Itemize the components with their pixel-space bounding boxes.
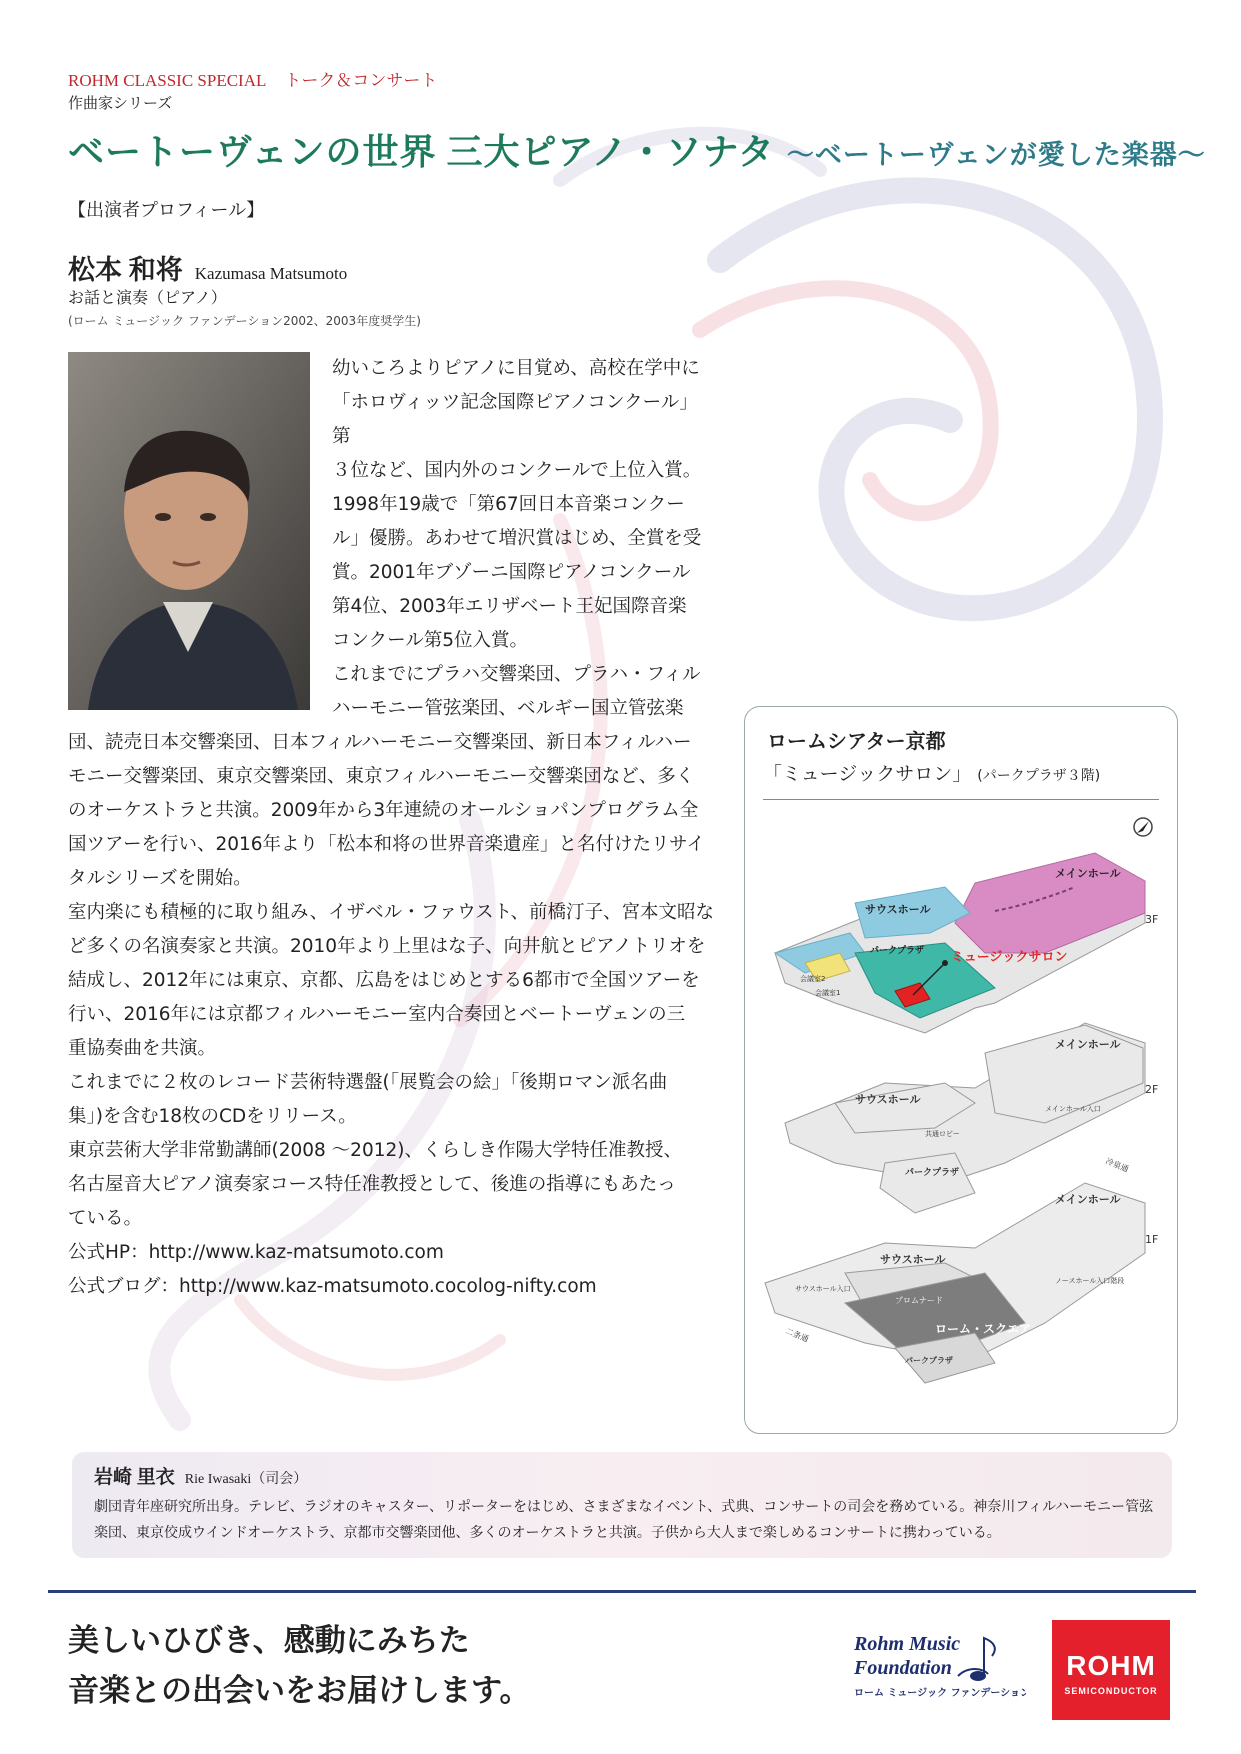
- bio-line: 結成し、2012年には東京、京都、広島をはじめとする6都市で全国ツアーを: [68, 970, 700, 991]
- meeting2-label: 会議室2: [800, 975, 826, 983]
- promenade-label: プロムナード: [895, 1296, 943, 1305]
- floor-2f-label: 2F: [1145, 1083, 1159, 1096]
- rohm-logo-text: ROHM: [1066, 1650, 1156, 1681]
- south-hall-entrance-stairs-label: ノースホール入口階段: [1055, 1277, 1125, 1285]
- mc-name: [94, 1462, 307, 1489]
- bio-line: ３位など、国内外のコンクールで上位入賞。: [332, 460, 702, 481]
- performer-photo: [68, 352, 310, 710]
- performer-role-note: (ローム ミュージック ファンデーション2002、2003年度奨学生): [68, 314, 421, 328]
- venue-room-floor: (パークプラザ３階): [977, 768, 1101, 784]
- foundation-jp-name: ローム ミュージック ファンデーション: [854, 1688, 1026, 1699]
- footer-divider: [48, 1590, 1196, 1593]
- bio-text-right: [332, 352, 714, 726]
- bio-line: 第4位、2003年エリザベート王妃国際音楽: [332, 596, 687, 617]
- main-hall-entrance-label: メインホール入口: [1045, 1105, 1101, 1113]
- meeting1-label: 会議室1: [815, 989, 841, 997]
- bio-line: のオーケストラと共演。2009年から3年連続のオールショパンプログラム全: [68, 800, 699, 821]
- slogan-line-1: 美しいひびき、感動にみちた: [68, 1623, 470, 1658]
- floor-1f-label: 1F: [1145, 1233, 1159, 1246]
- map-divider: [763, 799, 1159, 800]
- south-hall-label-1f: サウスホール: [880, 1253, 946, 1266]
- bio-line: 1998年19歳で「第67回日本音楽コンクー: [332, 494, 685, 515]
- performer-name-jp: 松本 和将: [68, 255, 183, 285]
- bio-line: 行い、2016年には京都フィルハーモニー室内合奏団とベートーヴェンの三: [68, 1004, 686, 1025]
- rohm-logo: [1052, 1620, 1170, 1720]
- mc-name-jp: 岩崎 里衣: [94, 1467, 175, 1488]
- mc-profile-box: [72, 1452, 1172, 1558]
- park-plaza-label-1f: パークプラザ: [905, 1356, 953, 1365]
- bio-line: これまでに２枚のレコード芸術特選盤(「展覧会の絵」「後期ロマン派名曲: [68, 1072, 668, 1093]
- music-salon-label: ミュージックサロン: [951, 950, 1068, 965]
- venue-room: [763, 759, 1100, 786]
- rohm-square-label: ローム・スクエア: [935, 1322, 1031, 1336]
- south-hall-label-3f: サウスホール: [865, 903, 931, 916]
- bio-line: 「ホロヴィッツ記念国際ピアノコンクール」第: [332, 392, 698, 447]
- bio-line: ている。: [68, 1208, 143, 1229]
- bio-line: 集」)を含む18枚のCDをリリース。: [68, 1106, 357, 1127]
- title-main: ベートーヴェンの世界 三大ピアノ・ソナタ: [68, 132, 775, 172]
- floor-3f-label: 3F: [1145, 913, 1159, 926]
- bio-line: コンクール第5位入賞。: [332, 630, 529, 651]
- venue-floor-map: [745, 803, 1177, 1423]
- bio-line: 団、読売日本交響楽団、日本フィルハーモニー交響楽団、新日本フィルハー: [68, 732, 692, 753]
- venue-room-name: 「ミュージックサロン」: [763, 763, 972, 785]
- bio-line: ど多くの名演奏家と共演。2010年より上里はな子、向井航とピアノトリオを: [68, 936, 706, 957]
- main-hall-label-2f: メインホール: [1055, 1038, 1121, 1051]
- bio-line: 賞。2001年ブゾーニ国際ピアノコンクール: [332, 562, 691, 583]
- series-brand: ROHM CLASSIC SPECIAL: [68, 71, 267, 90]
- bio-line: 東京芸術大学非常勤講師(2008 〜2012)、くらしき作陽大学特任准教授、: [68, 1140, 682, 1161]
- bio-line: 室内楽にも積極的に取り組み、イザベル・ファウスト、前橋汀子、宮本文昭な: [68, 902, 715, 923]
- main-hall-label-1f: メインホール: [1055, 1193, 1121, 1206]
- foundation-logo-line1: Rohm Music: [854, 1633, 961, 1655]
- common-lobby-label: 共通ロビー: [925, 1130, 960, 1138]
- title-sub: 〜ベートーヴェンが愛した楽器〜: [786, 140, 1206, 170]
- official-blog[interactable]: 公式ブログ：http://www.kaz-matsumoto.cocolog-nifty.com: [68, 1276, 597, 1297]
- bio-line: これまでにプラハ交響楽団、プラハ・フィル: [332, 664, 701, 685]
- park-plaza-label-3f: パークプラザ: [870, 946, 925, 956]
- bio-line: ハーモニー管弦楽団、ベルギー国立管弦楽: [332, 698, 684, 719]
- profile-section-label: 【出演者プロフィール】: [68, 200, 265, 221]
- series-subtitle: 作曲家シリーズ: [68, 94, 173, 112]
- reizei-street-label: 冷泉通: [1104, 1156, 1130, 1174]
- performer-name-roman: Kazumasa Matsumoto: [194, 264, 348, 283]
- official-hp[interactable]: 公式HP：http://www.kaz-matsumoto.com: [68, 1242, 444, 1263]
- mc-name-roman: Rie Iwasaki（司会）: [184, 1472, 308, 1487]
- main-hall-label-3f: メインホール: [1055, 867, 1121, 880]
- south-hall-label-2f: サウスホール: [855, 1093, 921, 1106]
- nijo-street-label: 二条通: [784, 1326, 810, 1344]
- foundation-logo-line2: Foundation: [854, 1657, 952, 1679]
- bio-line: 名古屋音大ピアノ演奏家コース特任准教授として、後進の指導にもあたっ: [68, 1174, 676, 1195]
- music-note-icon: [984, 1638, 995, 1676]
- south-hall-entrance-label: サウスホール入口: [795, 1285, 851, 1293]
- page-title: [68, 124, 1206, 175]
- mc-bio: 劇団青年座研究所出身。テレビ、ラジオのキャスター、リポーターをはじめ、さまざまなイベント、式典、コンサートの司会を務めている。神奈川フィルハーモニー管弦楽団、東京佼成ウインドオーケストラ、京都市交響楽団他、多くのオーケストラと共演。子供から大人まで楽しめるコンサートに携わっている。: [94, 1499, 1154, 1541]
- bio-line: 重協奏曲を共演。: [68, 1038, 217, 1059]
- footer-slogan: [68, 1616, 531, 1716]
- bio-text-full: [68, 726, 716, 1304]
- slogan-line-2: 音楽との出会いをお届けします。: [68, 1673, 531, 1708]
- venue-title: ロームシアター京都: [767, 729, 946, 753]
- performer-role: お話と演奏（ピアノ）: [68, 288, 227, 307]
- series-type: トーク＆コンサート: [284, 71, 438, 90]
- bio-line: モニー交響楽団、東京交響楽団、東京フィルハーモニー交響楽団など、多く: [68, 766, 695, 787]
- venue-map-box: [744, 706, 1178, 1434]
- bio-line: ル」優勝。あわせて増沢賞はじめ、全賞を受: [332, 528, 702, 549]
- rohm-logo-sub: SEMICONDUCTOR: [1064, 1686, 1158, 1696]
- park-plaza-label-2f: パークプラザ: [905, 1168, 960, 1178]
- floor-3f: [775, 853, 1145, 1033]
- performer-name: [68, 248, 347, 287]
- compass-icon: [1134, 818, 1152, 836]
- rohm-music-foundation-logo: [848, 1626, 1026, 1706]
- bio-line: タルシリーズを開始。: [68, 868, 252, 889]
- series-label: [68, 66, 455, 91]
- bio-line: 国ツアーを行い、2016年より「松本和将の世界音楽遺産」と名付けたリサイ: [68, 834, 705, 855]
- bio-line: 幼いころよりピアノに目覚め、高校在学中に: [332, 358, 700, 379]
